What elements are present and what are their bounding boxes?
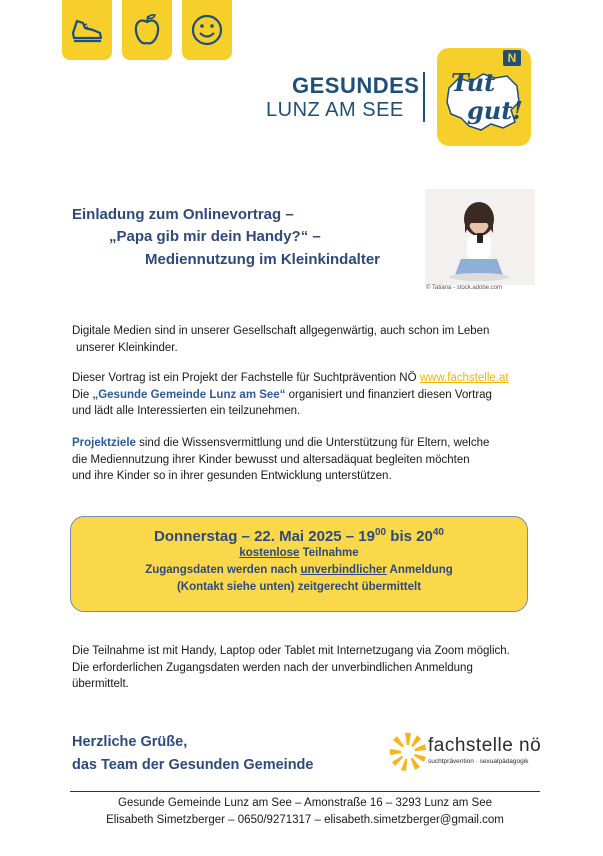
- intro-p2-line2-end: organisiert und finanziert diesen Vortrag: [285, 388, 492, 401]
- intro-p1-line1: Digitale Medien sind in unserer Gesellschaft allgegenwärtig, auch schon im Leben: [72, 325, 490, 337]
- event-access-start: Zugangsdaten werden nach: [145, 564, 301, 576]
- fachstelle-logo: [388, 729, 548, 775]
- smiley-tile: [182, 0, 232, 60]
- intro-p2-text: Dieser Vortrag ist ein Projekt der Fachstelle für Suchtprävention NÖ: [72, 372, 420, 384]
- intro-p3-line1: sind die Wissensvermittlung und die Unterstützung für Eltern, welche: [135, 437, 490, 449]
- info-line1: Die Teilnahme ist mit Handy, Laptop oder Tablet mit Internetzugang via Zoom möglich.: [72, 645, 510, 657]
- intro-paragraph-1: [72, 323, 489, 356]
- event-start-minutes: 00: [375, 527, 387, 538]
- event-end-minutes: 40: [432, 527, 444, 538]
- sunburst-icon: [388, 729, 428, 775]
- smiley-icon: [190, 13, 224, 47]
- child-photo-illustration: [425, 189, 535, 285]
- event-contact-line: (Kontakt siehe unten) zeitgerecht übermittelt: [176, 581, 422, 593]
- footer-address: Gesunde Gemeinde Lunz am See – Amonstraße 16 – 3293 Lunz am See: [118, 797, 492, 809]
- event-access-underlined: unverbindlicher: [300, 564, 387, 576]
- fachstelle-link[interactable]: www.fachstelle.at: [419, 372, 509, 384]
- shoe-icon: [69, 15, 105, 45]
- event-free-line: [71, 545, 527, 562]
- gesunde-gemeinde-highlight: „Gesunde Gemeinde Lunz am See“: [92, 388, 286, 401]
- info-line3: übermittelt.: [72, 678, 129, 690]
- intro-p2-line2-start: Die: [72, 388, 93, 401]
- greeting-line2: das Team der Gesunden Gemeinde: [72, 757, 314, 773]
- apple-tile: [122, 0, 172, 60]
- fachstelle-tagline: suchtprävention · sexualpädagogik: [428, 758, 529, 765]
- logo-text-gut: gut!: [467, 96, 523, 125]
- fachstelle-name: fachstelle nö: [428, 735, 542, 756]
- event-until: bis 20: [386, 528, 433, 545]
- title-line-3: Mediennutzung im Kleinkindalter: [145, 251, 381, 268]
- title-line-1: Einladung zum Onlinevortrag –: [72, 206, 294, 223]
- event-date: [71, 527, 527, 545]
- event-free-rest: Teilnahme: [299, 547, 359, 559]
- greeting-line1: Herzliche Grüße,: [72, 734, 188, 750]
- intro-p2-line3: und lädt alle Interessierten ein teilzunehmen.: [72, 405, 301, 417]
- greeting: [72, 731, 313, 777]
- info-paragraph: [72, 643, 510, 693]
- shoe-tile: [62, 0, 112, 60]
- brand-title: GESUNDES: [292, 73, 420, 98]
- footer-contact: Elisabeth Simetzberger – 0650/9271317 – elisabeth.simetzberger@gmail.com: [106, 814, 504, 826]
- tut-gut-logo: [437, 48, 531, 146]
- title-line-2: „Papa gib mir dein Handy?“ –: [109, 228, 321, 245]
- logo-badge: N: [503, 50, 521, 66]
- intro-p3-line2: die Mediennutzung ihrer Kinder bewusst und altersadäquat begleiten möchten: [72, 453, 470, 466]
- photo-credit: © Tatiana - stock.adobe.com: [426, 285, 503, 291]
- event-date-text: Donnerstag – 22. Mai 2025 – 19: [154, 528, 375, 545]
- logo-text-tut: Tut: [451, 68, 496, 97]
- apple-icon: [132, 12, 162, 48]
- intro-paragraph-2: [72, 370, 509, 420]
- footer: [60, 795, 550, 829]
- child-with-phone-photo: [425, 189, 535, 285]
- brand-divider: [423, 72, 425, 122]
- event-access-end: Anmeldung: [386, 564, 453, 576]
- intro-p1-line2: unserer Kleinkinder.: [76, 341, 178, 354]
- brand-subtitle: LUNZ AM SEE: [266, 99, 404, 121]
- intro-paragraph-3: [72, 435, 489, 485]
- event-free-word: kostenlose: [239, 547, 300, 559]
- event-access-line: [71, 562, 527, 579]
- projektziele-highlight: Projektziele: [72, 437, 136, 449]
- intro-p3-line3: und ihre Kinder so in ihrer gesunden Entwicklung unterstützen.: [72, 470, 392, 482]
- event-info-box: [70, 516, 528, 612]
- footer-divider: [70, 791, 540, 792]
- info-line2: Die erforderlichen Zugangsdaten werden nach der unverbindlichen Anmeldung: [72, 661, 473, 674]
